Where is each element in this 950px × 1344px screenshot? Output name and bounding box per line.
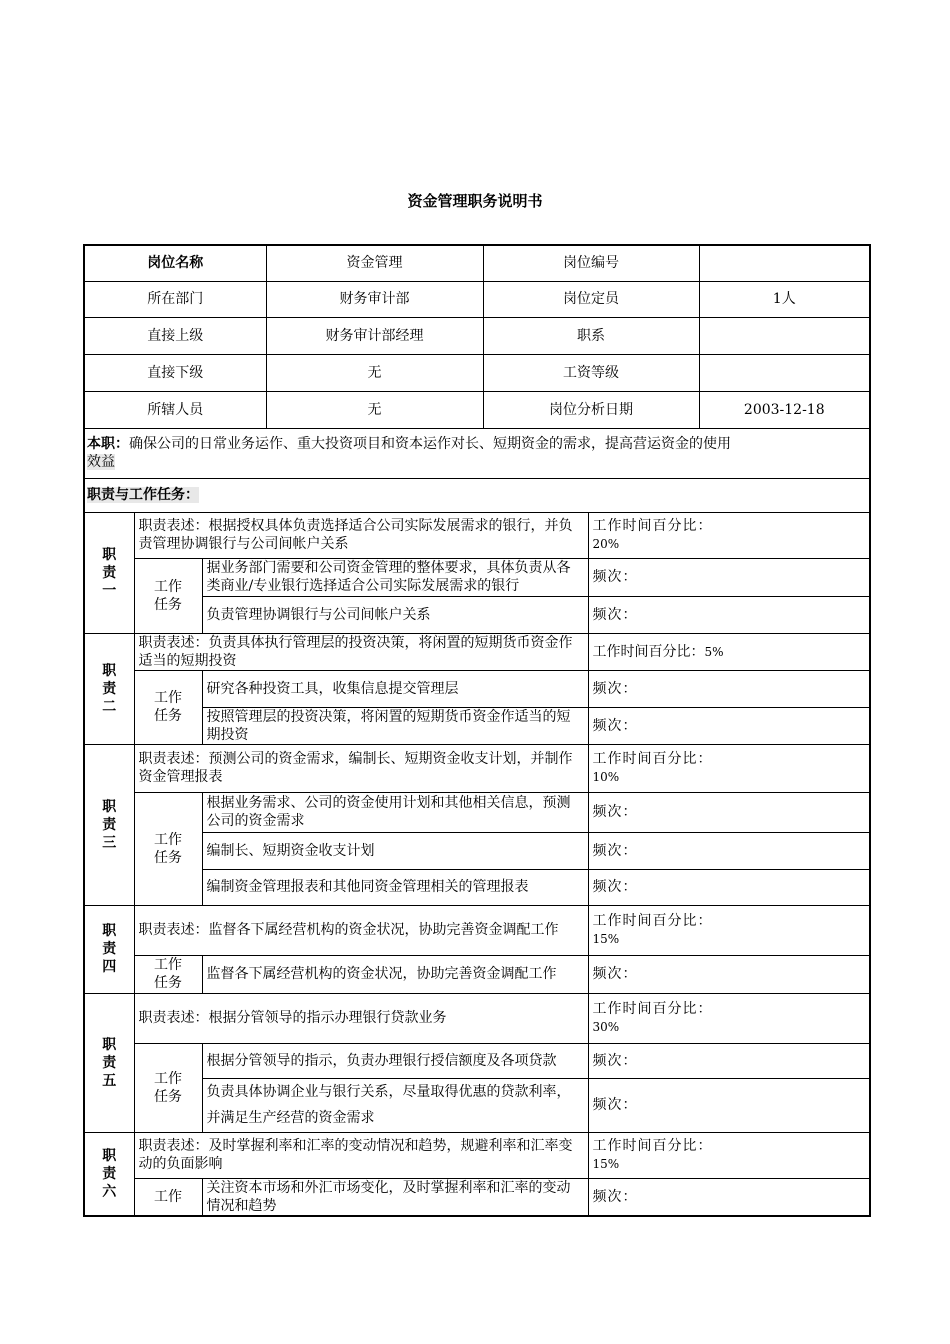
position-code-value bbox=[699, 245, 870, 281]
department-value: 财务审计部 bbox=[266, 281, 483, 317]
department-label: 所在部门 bbox=[84, 281, 266, 317]
info-row bbox=[84, 317, 870, 354]
duty-1-task-2: 负责管理协调银行与公司间帐户关系 bbox=[202, 596, 588, 633]
duty-3-task-3-frequency: 频次： bbox=[588, 869, 870, 905]
duty-6-name: 职责六 bbox=[102, 1147, 117, 1200]
supervisor-value: 财务审计部经理 bbox=[266, 317, 483, 354]
duty-2-task-2-frequency: 频次： bbox=[588, 707, 870, 744]
duty-6-task-1-frequency: 频次： bbox=[588, 1178, 870, 1216]
duty-5-statement: 职责表述：根据分管领导的指示办理银行贷款业务 bbox=[134, 993, 588, 1043]
job-description-table bbox=[83, 244, 871, 1217]
duty-5-task-1-frequency: 频次： bbox=[588, 1043, 870, 1078]
duty-3-statement: 职责表述：预测公司的资金需求，编制长、短期资金收支计划，并制作资金管理报表 bbox=[134, 744, 588, 792]
task-row bbox=[84, 558, 870, 596]
duty-1-task-1-frequency: 频次： bbox=[588, 558, 870, 596]
supervisor-label: 直接上级 bbox=[84, 317, 266, 354]
duty-3-task-1-frequency: 频次： bbox=[588, 792, 870, 832]
duty-statement-row bbox=[84, 1132, 870, 1178]
duty-6-statement: 职责表述：及时掌握利率和汇率的变动情况和趋势，规避利率和汇率变动的负面影响 bbox=[134, 1132, 588, 1178]
position-name-value: 资金管理 bbox=[266, 245, 483, 281]
duty-2-name: 职责二 bbox=[102, 662, 117, 715]
headcount-value: 1人 bbox=[699, 281, 870, 317]
salary-grade-label: 工资等级 bbox=[483, 354, 699, 391]
duties-heading: 职责与工作任务： bbox=[84, 478, 870, 512]
duty-1-statement: 职责表述：根据授权具体负责选择适合公司实际发展需求的银行，并负责管理协调银行与公司间帐户关系 bbox=[134, 512, 588, 558]
duty-6-label bbox=[84, 1132, 134, 1216]
duty-6-task-1: 关注资本市场和外汇市场变化，及时掌握利率和汇率的变动情况和趋势 bbox=[202, 1178, 588, 1216]
task-row bbox=[84, 596, 870, 633]
duty-statement-row bbox=[84, 633, 870, 670]
job-family-label: 职系 bbox=[483, 317, 699, 354]
info-row bbox=[84, 245, 870, 281]
duty-2-task-label: 工作任务 bbox=[134, 670, 202, 744]
position-name-label: 岗位名称 bbox=[84, 245, 266, 281]
duty-statement-row bbox=[84, 512, 870, 558]
staff-label: 所辖人员 bbox=[84, 391, 266, 428]
task-row bbox=[84, 670, 870, 707]
duty-3-task-1: 根据业务需求、公司的资金使用计划和其他相关信息，预测公司的资金需求 bbox=[202, 792, 588, 832]
mission-cell bbox=[84, 428, 870, 478]
duty-1-percent: 工作时间百分比： 20% bbox=[588, 512, 870, 558]
duty-1-name: 职责一 bbox=[102, 546, 117, 599]
duty-statement-row bbox=[84, 993, 870, 1043]
duty-5-name: 职责五 bbox=[102, 1036, 117, 1089]
subordinate-label: 直接下级 bbox=[84, 354, 266, 391]
duty-statement-row bbox=[84, 905, 870, 955]
subordinate-value: 无 bbox=[266, 354, 483, 391]
mission-text: 确保公司的日常业务运作、重大投资项目和资本运作对长、短期资金的需求，提高营运资金的使用 bbox=[129, 436, 731, 452]
duty-5-task-2: 负责具体协调企业与银行关系，尽量取得优惠的贷款利率，并满足生产经营的资金需求 bbox=[202, 1078, 588, 1132]
duty-3-percent: 工作时间百分比： 10% bbox=[588, 744, 870, 792]
duty-1-task-2-frequency: 频次： bbox=[588, 596, 870, 633]
task-row bbox=[84, 832, 870, 869]
duty-5-label bbox=[84, 993, 134, 1132]
duty-2-task-1-frequency: 频次： bbox=[588, 670, 870, 707]
task-row bbox=[84, 869, 870, 905]
duty-3-task-2: 编制长、短期资金收支计划 bbox=[202, 832, 588, 869]
duty-3-task-2-frequency: 频次： bbox=[588, 832, 870, 869]
duty-6-percent: 工作时间百分比： 15% bbox=[588, 1132, 870, 1178]
analysis-date-label: 岗位分析日期 bbox=[483, 391, 699, 428]
task-row bbox=[84, 792, 870, 832]
staff-value: 无 bbox=[266, 391, 483, 428]
duty-4-statement: 职责表述：监督各下属经营机构的资金状况，协助完善资金调配工作 bbox=[134, 905, 588, 955]
duty-3-name: 职责三 bbox=[102, 798, 117, 851]
duty-3-task-3: 编制资金管理报表和其他同资金管理相关的管理报表 bbox=[202, 869, 588, 905]
duty-5-task-2-frequency: 频次： bbox=[588, 1078, 870, 1132]
task-row bbox=[84, 1178, 870, 1216]
task-row bbox=[84, 955, 870, 993]
duty-5-percent: 工作时间百分比： 30% bbox=[588, 993, 870, 1043]
duty-1-label bbox=[84, 512, 134, 633]
task-row bbox=[84, 1043, 870, 1078]
task-row bbox=[84, 1078, 870, 1132]
duty-6-task-label: 工作 bbox=[134, 1178, 202, 1216]
duty-1-task-label: 工作任务 bbox=[134, 558, 202, 633]
duty-2-label bbox=[84, 633, 134, 744]
duty-statement-row bbox=[84, 744, 870, 792]
duty-1-task-1: 据业务部门需要和公司资金管理的整体要求，具体负责从各类商业/专业银行选择适合公司实际发展需求的银行 bbox=[202, 558, 588, 596]
duty-3-label bbox=[84, 744, 134, 905]
duty-5-task-label: 工作任务 bbox=[134, 1043, 202, 1132]
position-code-label: 岗位编号 bbox=[483, 245, 699, 281]
duty-3-task-label: 工作任务 bbox=[134, 792, 202, 905]
duty-4-task-1-frequency: 频次： bbox=[588, 955, 870, 993]
duty-4-name: 职责四 bbox=[102, 923, 117, 975]
duty-2-percent: 工作时间百分比：5% bbox=[588, 633, 870, 670]
task-row bbox=[84, 707, 870, 744]
analysis-date-value: 2003-12-18 bbox=[699, 391, 870, 428]
headcount-label: 岗位定员 bbox=[483, 281, 699, 317]
duty-4-percent: 工作时间百分比： 15% bbox=[588, 905, 870, 955]
job-family-value bbox=[699, 317, 870, 354]
duty-4-task-label: 工作任务 bbox=[134, 955, 202, 993]
mission-row bbox=[84, 428, 870, 478]
document-title: 资金管理职务说明书 bbox=[407, 192, 543, 210]
salary-grade-value bbox=[699, 354, 870, 391]
duties-heading-row bbox=[84, 478, 870, 512]
duty-2-task-1: 研究各种投资工具，收集信息提交管理层 bbox=[202, 670, 588, 707]
duty-4-label bbox=[84, 905, 134, 993]
info-row bbox=[84, 354, 870, 391]
duty-4-task-1: 监督各下属经营机构的资金状况，协助完善资金调配工作 bbox=[202, 955, 588, 993]
duty-2-statement: 职责表述：负责具体执行管理层的投资决策，将闲置的短期货币资金作适当的短期投资 bbox=[134, 633, 588, 670]
mission-label: 本职： bbox=[87, 436, 129, 452]
duty-5-task-1: 根据分管领导的指示，负责办理银行授信额度及各项贷款 bbox=[202, 1043, 588, 1078]
info-row bbox=[84, 281, 870, 317]
duty-2-task-2: 按照管理层的投资决策，将闲置的短期货币资金作适当的短期投资 bbox=[202, 707, 588, 744]
mission-text-tail: 效益 bbox=[87, 454, 115, 470]
info-row bbox=[84, 391, 870, 428]
